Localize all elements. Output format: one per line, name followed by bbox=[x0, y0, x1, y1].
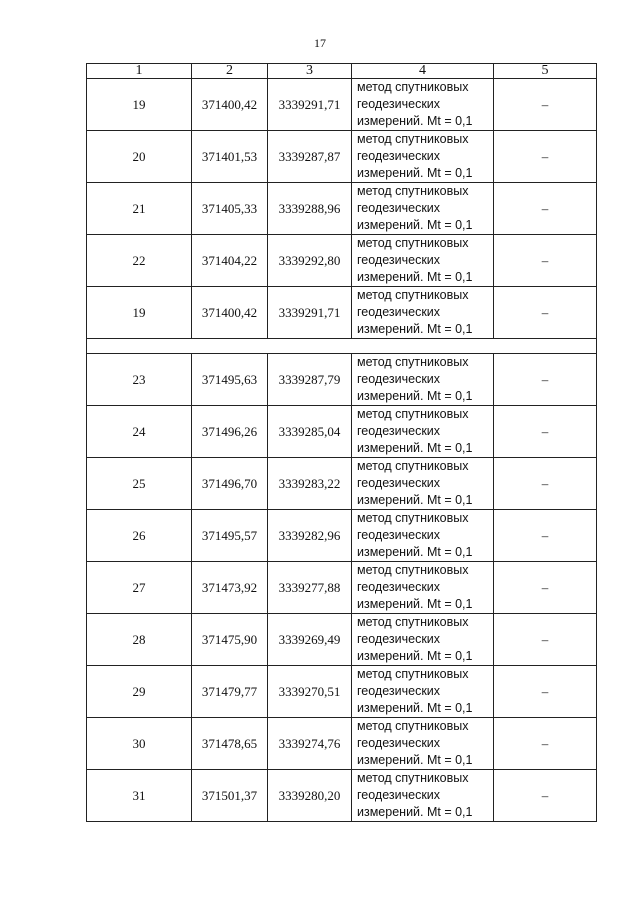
point-number: 26 bbox=[87, 510, 192, 562]
accuracy-dash: – bbox=[494, 183, 597, 235]
method-line: метод спутниковых bbox=[357, 459, 469, 473]
method-line: метод спутниковых bbox=[357, 407, 469, 421]
method-cell bbox=[352, 131, 494, 183]
table-row bbox=[87, 131, 597, 183]
method-line: измерений. Mt = 0,1 bbox=[357, 389, 473, 403]
coordinate-y: 3339287,79 bbox=[268, 354, 352, 406]
coordinate-y: 3339287,87 bbox=[268, 131, 352, 183]
method-line: метод спутниковых bbox=[357, 719, 469, 733]
coordinate-x: 371400,42 bbox=[192, 287, 268, 339]
coordinate-y: 3339288,96 bbox=[268, 183, 352, 235]
table-row bbox=[87, 666, 597, 718]
coordinate-x: 371496,26 bbox=[192, 406, 268, 458]
table-row bbox=[87, 354, 597, 406]
method-line: геодезических bbox=[357, 528, 441, 542]
method-line: измерений. Mt = 0,1 bbox=[357, 166, 473, 180]
method-line: метод спутниковых bbox=[357, 511, 469, 525]
coordinate-y: 3339277,88 bbox=[268, 562, 352, 614]
coordinate-y: 3339291,71 bbox=[268, 79, 352, 131]
method-line: измерений. Mt = 0,1 bbox=[357, 701, 473, 715]
point-number: 31 bbox=[87, 770, 192, 822]
method-line: метод спутниковых bbox=[357, 771, 469, 785]
coordinate-x: 371400,42 bbox=[192, 79, 268, 131]
coordinate-y: 3339282,96 bbox=[268, 510, 352, 562]
point-number: 19 bbox=[87, 79, 192, 131]
point-number: 22 bbox=[87, 235, 192, 287]
method-line: геодезических bbox=[357, 372, 441, 386]
coordinate-x: 371401,53 bbox=[192, 131, 268, 183]
method-cell bbox=[352, 614, 494, 666]
method-line: геодезических bbox=[357, 788, 441, 802]
coordinate-y: 3339270,51 bbox=[268, 666, 352, 718]
method-line: измерений. Mt = 0,1 bbox=[357, 597, 473, 611]
method-line: измерений. Mt = 0,1 bbox=[357, 805, 473, 819]
method-line: геодезических bbox=[357, 253, 441, 267]
coordinate-x: 371496,70 bbox=[192, 458, 268, 510]
method-line: измерений. Mt = 0,1 bbox=[357, 322, 473, 336]
coordinate-y: 3339285,04 bbox=[268, 406, 352, 458]
accuracy-dash: – bbox=[494, 718, 597, 770]
coordinate-y: 3339269,49 bbox=[268, 614, 352, 666]
table-row bbox=[87, 562, 597, 614]
method-line: метод спутниковых bbox=[357, 355, 469, 369]
coordinate-x: 371501,37 bbox=[192, 770, 268, 822]
method-cell bbox=[352, 287, 494, 339]
table-row bbox=[87, 183, 597, 235]
accuracy-dash: – bbox=[494, 562, 597, 614]
coordinate-x: 371495,63 bbox=[192, 354, 268, 406]
group-separator-cell bbox=[87, 339, 597, 354]
point-number: 28 bbox=[87, 614, 192, 666]
point-number: 29 bbox=[87, 666, 192, 718]
method-line: метод спутниковых bbox=[357, 288, 469, 302]
method-line: измерений. Mt = 0,1 bbox=[357, 441, 473, 455]
method-line: геодезических bbox=[357, 424, 441, 438]
header-col-3: 3 bbox=[268, 64, 352, 79]
method-line: метод спутниковых bbox=[357, 132, 469, 146]
method-line: геодезических bbox=[357, 632, 441, 646]
table-row bbox=[87, 718, 597, 770]
method-line: измерений. Mt = 0,1 bbox=[357, 493, 473, 507]
method-line: метод спутниковых bbox=[357, 667, 469, 681]
table-row bbox=[87, 235, 597, 287]
point-number: 19 bbox=[87, 287, 192, 339]
coordinate-y: 3339280,20 bbox=[268, 770, 352, 822]
coordinate-x: 371478,65 bbox=[192, 718, 268, 770]
accuracy-dash: – bbox=[494, 510, 597, 562]
method-cell bbox=[352, 562, 494, 614]
coordinates-table bbox=[86, 63, 597, 822]
point-number: 20 bbox=[87, 131, 192, 183]
coordinate-y: 3339283,22 bbox=[268, 458, 352, 510]
table-row bbox=[87, 614, 597, 666]
coordinate-x: 371479,77 bbox=[192, 666, 268, 718]
group-separator-row bbox=[87, 339, 597, 354]
coordinate-x: 371495,57 bbox=[192, 510, 268, 562]
table-row bbox=[87, 510, 597, 562]
accuracy-dash: – bbox=[494, 614, 597, 666]
method-line: геодезических bbox=[357, 684, 441, 698]
method-cell bbox=[352, 458, 494, 510]
method-line: геодезических bbox=[357, 476, 441, 490]
method-cell bbox=[352, 79, 494, 131]
accuracy-dash: – bbox=[494, 131, 597, 183]
header-row bbox=[87, 64, 597, 79]
table-row bbox=[87, 406, 597, 458]
header-col-1: 1 bbox=[87, 64, 192, 79]
coordinate-y: 3339274,76 bbox=[268, 718, 352, 770]
method-line: геодезических bbox=[357, 580, 441, 594]
header-col-5: 5 bbox=[494, 64, 597, 79]
method-line: геодезических bbox=[357, 201, 441, 215]
point-number: 27 bbox=[87, 562, 192, 614]
page-number: 17 bbox=[314, 36, 326, 50]
accuracy-dash: – bbox=[494, 770, 597, 822]
method-line: измерений. Mt = 0,1 bbox=[357, 114, 473, 128]
table-row bbox=[87, 770, 597, 822]
method-cell bbox=[352, 718, 494, 770]
method-line: измерений. Mt = 0,1 bbox=[357, 270, 473, 284]
table-row bbox=[87, 458, 597, 510]
method-line: геодезических bbox=[357, 736, 441, 750]
method-line: метод спутниковых bbox=[357, 80, 469, 94]
point-number: 21 bbox=[87, 183, 192, 235]
coordinate-x: 371475,90 bbox=[192, 614, 268, 666]
method-line: метод спутниковых bbox=[357, 563, 469, 577]
method-line: метод спутниковых bbox=[357, 236, 469, 250]
accuracy-dash: – bbox=[494, 79, 597, 131]
accuracy-dash: – bbox=[494, 354, 597, 406]
coordinate-x: 371404,22 bbox=[192, 235, 268, 287]
method-line: измерений. Mt = 0,1 bbox=[357, 545, 473, 559]
coordinate-y: 3339291,71 bbox=[268, 287, 352, 339]
header-col-2: 2 bbox=[192, 64, 268, 79]
point-number: 23 bbox=[87, 354, 192, 406]
method-line: измерений. Mt = 0,1 bbox=[357, 753, 473, 767]
method-line: измерений. Mt = 0,1 bbox=[357, 649, 473, 663]
method-line: геодезических bbox=[357, 97, 441, 111]
method-cell bbox=[352, 406, 494, 458]
table-row bbox=[87, 287, 597, 339]
table-row bbox=[87, 79, 597, 131]
accuracy-dash: – bbox=[494, 406, 597, 458]
method-cell bbox=[352, 183, 494, 235]
point-number: 30 bbox=[87, 718, 192, 770]
method-cell bbox=[352, 354, 494, 406]
accuracy-dash: – bbox=[494, 458, 597, 510]
accuracy-dash: – bbox=[494, 235, 597, 287]
method-line: геодезических bbox=[357, 149, 441, 163]
method-cell bbox=[352, 235, 494, 287]
method-cell bbox=[352, 510, 494, 562]
method-cell bbox=[352, 770, 494, 822]
table-body bbox=[87, 79, 597, 822]
method-line: метод спутниковых bbox=[357, 615, 469, 629]
method-cell bbox=[352, 666, 494, 718]
method-line: измерений. Mt = 0,1 bbox=[357, 218, 473, 232]
point-number: 24 bbox=[87, 406, 192, 458]
accuracy-dash: – bbox=[494, 666, 597, 718]
coordinate-y: 3339292,80 bbox=[268, 235, 352, 287]
coordinate-x: 371405,33 bbox=[192, 183, 268, 235]
method-line: метод спутниковых bbox=[357, 184, 469, 198]
point-number: 25 bbox=[87, 458, 192, 510]
header-col-4: 4 bbox=[352, 64, 494, 79]
accuracy-dash: – bbox=[494, 287, 597, 339]
method-line: геодезических bbox=[357, 305, 441, 319]
coordinate-x: 371473,92 bbox=[192, 562, 268, 614]
